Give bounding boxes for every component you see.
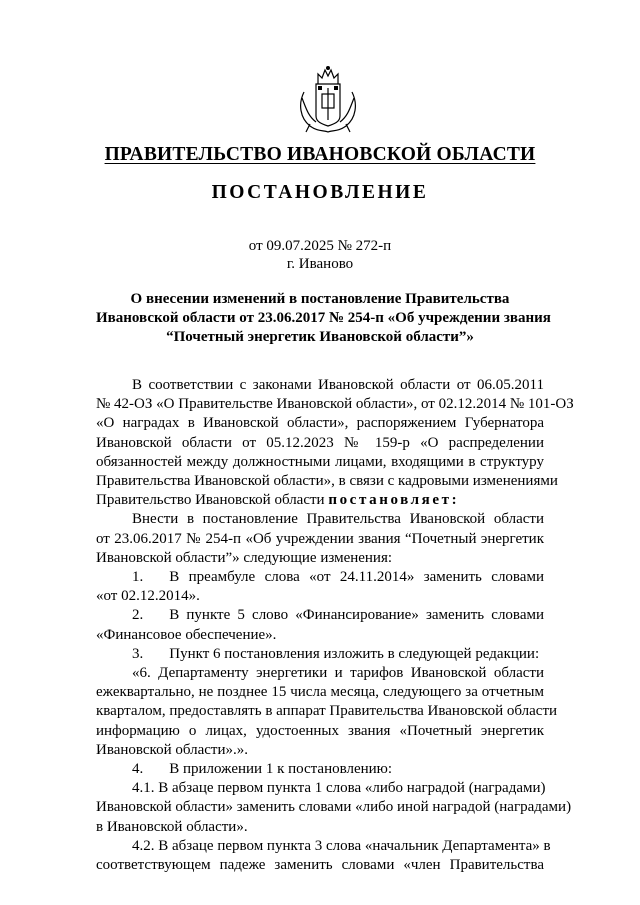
sub-item: 4.1. В абзаце первом пункта 1 слова «либо наградой (наградами) <box>132 780 546 797</box>
list-item: 1. В преамбуле слова «от 24.11.2014» заменить словами <box>132 569 544 586</box>
body-paragraph-line: Правительство Ивановской области постановляет: <box>96 492 460 509</box>
body-paragraph-line: В соответствии с законами Ивановской области от 06.05.2011 <box>132 377 544 393</box>
subject-line: “Почетный энергетик Ивановской области”» <box>166 329 474 345</box>
sub-item: Ивановской области» заменить словами «либо иной наградой (наградами) <box>96 799 572 816</box>
body-paragraph-line: № 42-ОЗ «О Правительстве Ивановской области», от 02.12.2014 № 101-ОЗ <box>96 396 574 413</box>
quoted-text: «6. Департаменту энергетики и тарифов Ивановской области <box>132 665 544 682</box>
document-city: г. Иваново <box>286 256 354 272</box>
quoted-text: кварталом, предоставлять в аппарат Правительства Ивановской области <box>96 703 558 720</box>
list-item: «Финансовое обеспечение». <box>96 626 277 643</box>
body-paragraph-line: Правительства Ивановской области», в связи с кадровыми изменениями <box>96 473 558 490</box>
list-item: 2. В пункте 5 слово «Финансирование» заменить словами <box>132 607 544 624</box>
quoted-text: информацию о лицах, удостоенных звания «Почетный энергетик <box>96 722 544 739</box>
subject-line: Ивановской области от 23.06.2017 № 254-п «Об учреждении звания <box>96 310 551 326</box>
document-subject <box>96 290 551 347</box>
document-date-number: от 09.07.2025 № 272-п <box>248 238 392 254</box>
list-item: 3. Пункт 6 постановления изложить в следующей редакции: <box>132 645 540 662</box>
sub-item: в Ивановской области». <box>96 818 248 835</box>
government-title: ПРАВИТЕЛЬСТВО ИВАНОВСКОЙ ОБЛАСТИ <box>104 144 536 165</box>
list-item: «от 02.12.2014». <box>96 588 200 605</box>
sub-item: 4.2. В абзаце первом пункта 3 слова «начальник Департамента» в <box>132 837 551 854</box>
sub-item: соответствующем падеже заменить словами «член Правительства <box>96 857 544 874</box>
document-type: ПОСТАНОВЛЕНИЕ <box>211 182 429 203</box>
body-paragraph-line: «О наградах в Ивановской области», распоряжением Губернатора <box>96 415 544 432</box>
quoted-text: ежеквартально, не позднее 15 числа месяца, следующего за отчетным <box>96 684 544 701</box>
item-number: 4. <box>132 761 144 778</box>
list-item: 4. В приложении 1 к постановлению: <box>132 761 393 778</box>
item-number: 3. <box>132 645 144 662</box>
body-paragraph-line: обязанностей между должностными лицами, входящими в структуру <box>96 453 544 470</box>
body-paragraph-line: Внести в постановление Правительства Ивановской области <box>132 511 544 528</box>
resolution-verb: постановляет: <box>328 492 460 509</box>
item-number: 1. <box>132 569 144 586</box>
body-paragraph-line: от 23.06.2017 № 254-п «Об учреждении звания “Почетный энергетик <box>96 530 544 547</box>
subject-line: О внесении изменений в постановление Правительства <box>130 291 510 307</box>
body-paragraph-line: Ивановской области”» следующие изменения: <box>96 549 393 566</box>
document-body <box>96 376 574 875</box>
quoted-text: Ивановской области».». <box>96 741 248 758</box>
body-paragraph-line: Ивановской области от 05.12.2023 № 159-р «О распределении <box>96 434 544 451</box>
item-number: 2. <box>132 607 144 624</box>
coat-of-arms-icon <box>296 64 360 134</box>
